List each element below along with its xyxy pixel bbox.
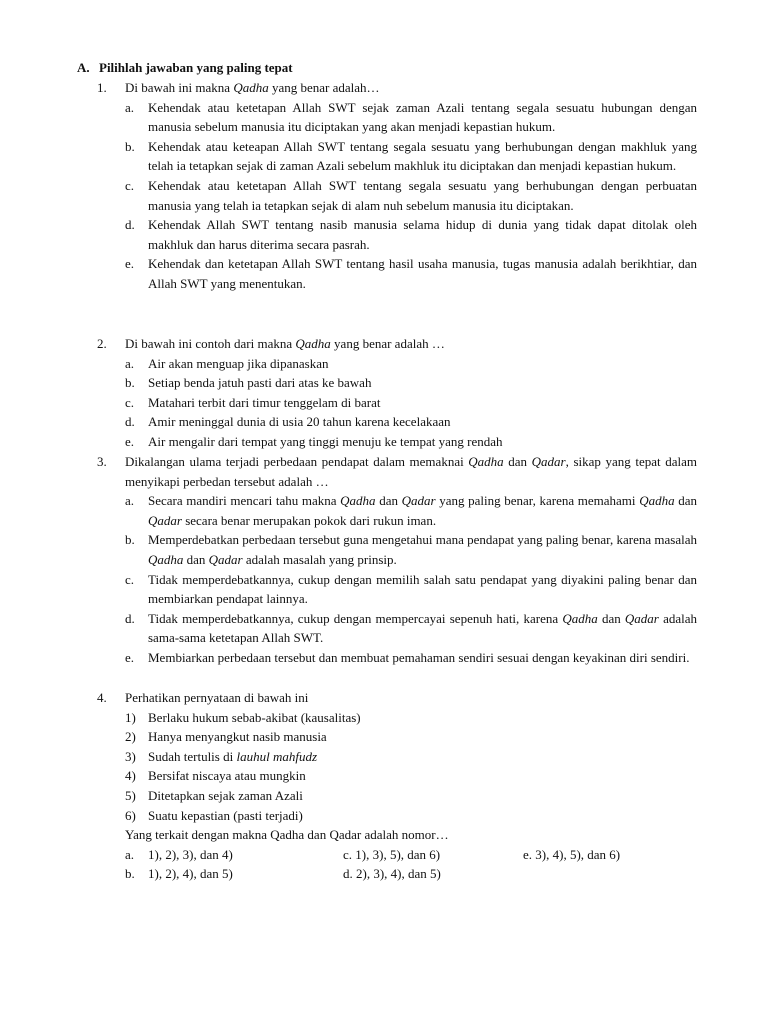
option-label: a. bbox=[125, 493, 135, 509]
question-1 bbox=[97, 78, 697, 294]
option-e bbox=[125, 648, 697, 668]
option-label: e. bbox=[125, 649, 135, 665]
italic-term: Qadar bbox=[531, 454, 566, 469]
statement-text: Ditetapkan sejak zaman Azali bbox=[148, 787, 303, 803]
option-text: Secara mandiri mencari tahu makna Qadha dan Qadar yang paling benar, karena memahami Qadha dan Qadar secara benar merupakan pokok dari rukun iman. bbox=[148, 493, 697, 528]
question-prompt: Yang terkait dengan makna Qadha dan Qadar adalah nomor… bbox=[125, 827, 449, 843]
option-e bbox=[125, 254, 697, 293]
italic-term: Qadar bbox=[208, 551, 243, 567]
option-label: d. bbox=[125, 217, 135, 233]
option-d bbox=[125, 609, 697, 648]
option-a bbox=[125, 98, 697, 137]
option-label: a. bbox=[125, 99, 135, 115]
answer-option-d bbox=[343, 864, 441, 884]
option-b bbox=[125, 373, 697, 393]
option-a bbox=[125, 491, 697, 530]
statement-1 bbox=[125, 708, 697, 728]
statement-label: 4) bbox=[125, 768, 136, 784]
option-label: d. bbox=[125, 414, 135, 430]
option-text: Matahari terbit dari timur tenggelam di barat bbox=[148, 394, 381, 410]
answer-label: a. bbox=[125, 846, 135, 862]
statement-label: 5) bbox=[125, 787, 136, 803]
option-text: Tidak memperdebatkannya, cukup dengan mempercayai sepenuh hati, karena Qadha dan Qadar adalah sama-sama ketetapan Allah SWT. bbox=[148, 610, 697, 646]
italic-term: Qadha bbox=[562, 610, 598, 626]
statement-text: Bersifat niscaya atau mungkin bbox=[148, 768, 306, 784]
answer-option-b bbox=[125, 864, 233, 884]
option-text: Amir meninggal dunia di usia 20 tahun karena kecelakaan bbox=[148, 414, 451, 430]
answer-text: 1), 2), 3), dan 4) bbox=[148, 846, 233, 862]
answer-text: 3), 4), 5), dan 6) bbox=[535, 846, 621, 862]
italic-term: Qadar bbox=[148, 512, 182, 528]
italic-term: Qadha bbox=[295, 336, 331, 351]
option-label: e. bbox=[125, 256, 135, 272]
option-c bbox=[125, 570, 697, 609]
option-text: Air akan menguap jika dipanaskan bbox=[148, 355, 329, 371]
option-label: c. bbox=[125, 394, 135, 410]
statement-6 bbox=[125, 806, 697, 826]
option-text: Setiap benda jatuh pasti dari atas ke bawah bbox=[148, 375, 372, 391]
italic-term: Qadar bbox=[401, 493, 436, 509]
option-text: Kehendak atau ketetapan Allah SWT sejak zaman Azali tentang segala sesuatu hubungan dengan manusia sebelum manusia itu diciptakan yang akan menjadi kepastian hukum. bbox=[148, 99, 697, 135]
italic-term: Qadha bbox=[148, 551, 184, 567]
statement-text: Berlaku hukum sebab-akibat (kausalitas) bbox=[148, 709, 361, 725]
italic-term: Qadha bbox=[468, 454, 504, 469]
answer-label: e. bbox=[523, 846, 533, 862]
answer-label: b. bbox=[125, 866, 135, 882]
option-b bbox=[125, 137, 697, 176]
italic-term: Qadha bbox=[340, 493, 376, 509]
answer-option-c bbox=[343, 845, 440, 865]
option-d bbox=[125, 215, 697, 254]
answer-option-e bbox=[523, 845, 620, 865]
option-text: Tidak memperdebatkannya, cukup dengan memilih salah satu pendapat yang diyakini paling benar dan membiarkan pendapat lainnya. bbox=[148, 571, 697, 607]
option-a bbox=[125, 354, 697, 374]
statement-2 bbox=[125, 727, 697, 747]
question-number: 1. bbox=[97, 80, 107, 95]
option-c bbox=[125, 176, 697, 215]
option-e bbox=[125, 432, 697, 452]
option-text: Membiarkan perbedaan tersebut dan membuat pemahaman sendiri sesuai dengan keyakinan diri sendiri. bbox=[148, 649, 690, 665]
question-number: 2. bbox=[97, 336, 107, 351]
answer-row-2 bbox=[125, 864, 697, 884]
italic-term: lauhul mahfudz bbox=[236, 748, 318, 764]
statement-5 bbox=[125, 786, 697, 806]
option-label: b. bbox=[125, 138, 135, 154]
section-letter: A. bbox=[77, 60, 90, 75]
statement-label: 2) bbox=[125, 729, 136, 745]
option-label: b. bbox=[125, 375, 135, 391]
section-title: Pilihlah jawaban yang paling tepat bbox=[99, 60, 293, 75]
italic-term: Qadha bbox=[639, 493, 675, 509]
italic-term: Qadar bbox=[624, 610, 659, 626]
option-text: Memperdebatkan perbedaan tersebut guna mengetahui mana pendapat yang paling benar, karena masalah Qadha dan Qadar adalah masalah yang prinsip. bbox=[148, 532, 697, 567]
option-d bbox=[125, 412, 697, 432]
option-c bbox=[125, 393, 697, 413]
statement-4 bbox=[125, 766, 697, 786]
question-stem: Dikalangan ulama terjadi perbedaan pendapat dalam memaknai Qadha dan Qadar, sikap yang tepat dalam menyikapi perbedan tersebut adalah … bbox=[125, 454, 697, 489]
answer-text: 1), 3), 5), dan 6) bbox=[355, 846, 441, 862]
question-4 bbox=[97, 688, 697, 884]
option-text: Air mengalir dari tempat yang tinggi menuju ke tempat yang rendah bbox=[148, 433, 503, 449]
answer-label: c. bbox=[343, 846, 353, 862]
question-number: 4. bbox=[97, 690, 107, 705]
option-label: d. bbox=[125, 610, 135, 626]
option-b bbox=[125, 530, 697, 569]
question-stem: Di bawah ini contoh dari makna Qadha yang benar adalah … bbox=[125, 336, 445, 351]
option-text: Kehendak Allah SWT tentang nasib manusia selama hidup di dunia yang tidak dapat ditolak oleh makhluk dan harus diterima secara pasrah. bbox=[148, 217, 697, 252]
statement-label: 1) bbox=[125, 709, 136, 725]
question-3 bbox=[97, 452, 697, 668]
statement-label: 3) bbox=[125, 748, 136, 764]
answer-option-a bbox=[125, 845, 233, 865]
option-label: c. bbox=[125, 571, 135, 587]
statement-3 bbox=[125, 747, 697, 767]
statement-text: Hanya menyangkut nasib manusia bbox=[148, 729, 327, 745]
answer-text: 2), 3), 4), dan 5) bbox=[356, 866, 441, 882]
italic-term: Qadha bbox=[233, 80, 269, 95]
option-text: Kehendak atau keteapan Allah SWT tentang segala sesuatu yang berhubungan dengan makhluk yang telah ia tetapkan sejak di zaman Azali sebelum makhluk itu diciptakan dan menjadi kepastian hukum. bbox=[148, 138, 697, 174]
option-label: e. bbox=[125, 433, 135, 449]
option-label: a. bbox=[125, 355, 135, 371]
option-label: b. bbox=[125, 532, 135, 548]
answer-row-1 bbox=[125, 845, 697, 865]
statement-text: Sudah tertulis di lauhul mahfudz bbox=[148, 748, 318, 764]
question-2 bbox=[97, 334, 697, 452]
question-number: 3. bbox=[97, 454, 107, 469]
statement-text: Suatu kepastian (pasti terjadi) bbox=[148, 807, 303, 823]
section-heading bbox=[77, 58, 293, 78]
question-stem: Perhatikan pernyataan di bawah ini bbox=[125, 690, 309, 705]
answer-label: d. bbox=[343, 866, 353, 882]
question-stem: Di bawah ini makna Qadha yang benar adalah… bbox=[125, 80, 380, 95]
option-label: c. bbox=[125, 177, 135, 193]
answer-text: 1), 2), 4), dan 5) bbox=[148, 866, 233, 882]
option-text: Kehendak atau ketetapan Allah SWT tentang segala sesuatu yang berhubungan dengan perbuatan manusia yang telah ia tetapkan sejak di alam nuh sebelum manusia itu diciptakan. bbox=[148, 177, 697, 213]
statement-label: 6) bbox=[125, 807, 136, 823]
option-text: Kehendak dan ketetapan Allah SWT tentang hasil usaha manusia, tugas manusia adalah berikhtiar, dan Allah SWT yang menentukan. bbox=[148, 256, 697, 291]
